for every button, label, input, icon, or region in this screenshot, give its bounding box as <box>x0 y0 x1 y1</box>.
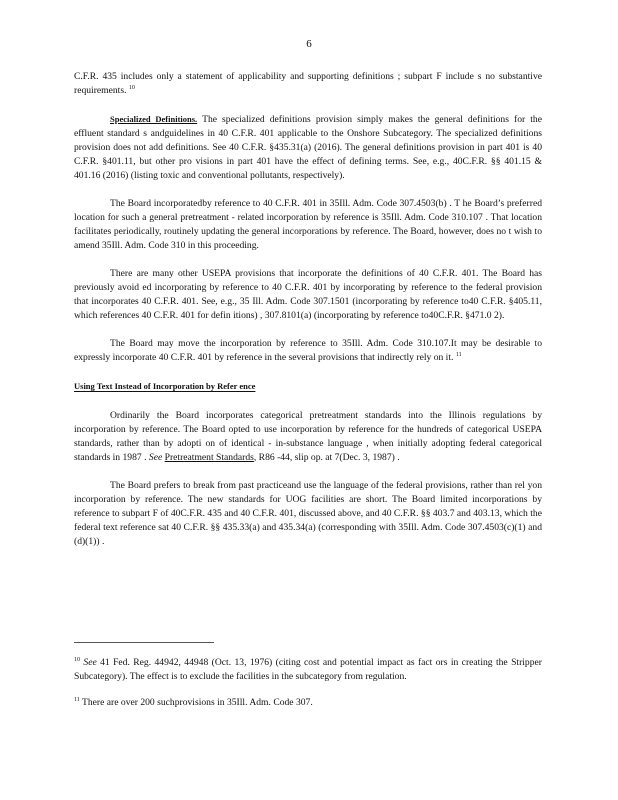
footnotes <box>74 656 542 722</box>
page-number: 6 <box>306 38 312 50</box>
section-heading: Using Text Instead of Incorporation by Refer ence <box>74 381 256 391</box>
signal-see: See <box>148 452 163 463</box>
footnote-10 <box>74 656 542 684</box>
paragraph-text: There are many other USEPA provisions that incorporate the definitions of 40 C.F.R. 401. The Board has previously avoid ed incorporating by reference to 40 C.F.R. 401 by incorporating by reference to the federal provision that incorporates 40 C.F.R. 401. See, e.g., 35 Ill. Adm. Code 307.1501 (incorporating by reference to40 C.F.R. §405.11, which references 40 C.F.R. 401 for defin itions) , 307.8101(a) (incorporating by reference to40C.F.R. §471.0 2). <box>74 268 542 321</box>
paragraph-move-incorporation <box>74 337 542 365</box>
paragraph-board-incorporated <box>74 197 542 253</box>
footnote-divider <box>74 642 214 643</box>
paragraph-ordinarily <box>74 409 542 465</box>
paragraph-text: C.F.R. 435 includes only a statement of applicability and supporting definitions ; subpart F include s no substantive requirements. <box>74 71 542 96</box>
footnote-text: 41 Fed. Reg. 44942, 44948 (Oct. 13, 1976) (citing cost and potential impact as fact ors in creating the Stripper Subcategory). The effect is to exclude the facilities in the subcategory from regulation. <box>74 657 542 682</box>
footnote-number: 10 <box>74 656 80 663</box>
paragraph-text: The specialized definitions provision simply makes the general definitions for the effluent standard s andguidelines in 40 C.F.R. 401 applicable to the Onshore Subcategory. The specialized definitions provision does not add definitions. See 40 C.F.R. §435.31(a) (2016). The general definitions provision in part 401 is 40 C.F.R. §401.11, but other pro visions in part 401 have the effect of defining terms. See, e.g., 40C.F.R. §§ 401.15 & 401.16 (2016) (listing toxic and conventional pollutants, respectively). <box>74 114 542 181</box>
run-in-heading: Specialized Definitions. <box>110 114 198 124</box>
paragraph-text: Ordinarily the Board incorporates categorical pretreatment standards into the Illinois regulations by incorporation by reference. The Board opted to use incorporation by reference for the hundreds of categorical USEPA standards, rather than by adopti on of identical - in-substance language , when initially adopting federal categorical standards in 1987 . <box>74 410 542 463</box>
footnote-number: 11 <box>74 696 80 703</box>
footnote-ref: 10 <box>128 84 135 91</box>
body-text <box>74 70 542 563</box>
paragraph-part-435-intro <box>74 70 542 98</box>
paragraph-specialized-definitions <box>74 112 542 183</box>
signal-see: See <box>83 657 97 668</box>
paragraph-board-prefers <box>74 479 542 549</box>
paragraph-text: The Board incorporatedby reference to 40 C.F.R. 401 in 35Ill. Adm. Code 307.4503(b) . T he Board’s preferred location for such a general pretreatment - related incorporation by reference is 35Ill. Adm. Code 310.107 . That location facilitates periodically, routinely updating the general incorporations by reference. The Board, however, does no t wish to amend 35Ill. Adm. Code 310 in this proceeding. <box>74 198 542 251</box>
paragraph-other-usepa-provisions <box>74 267 542 323</box>
paragraph-text: The Board prefers to break from past practiceand use the language of the federal provisions, rather than rel yon incorporation by reference. The new standards for UOG facilities are short. The Board limited incorporations by reference to subpart F of 40C.F.R. 435 and 40 C.F.R. 401, discussed above, and 40 C.F.R. §§ 403.7 and 403.13, which the federal text reference sat 40 C.F.R. §§ 435.33(a) and 435.34(a) (corresponding with 35Ill. Adm. Code 307.4503(c)(1) and (d)(1)) . <box>74 480 542 547</box>
footnote-text: There are over 200 suchprovisions in 35Ill. Adm. Code 307. <box>82 697 313 708</box>
footnote-ref: 11 <box>455 351 462 358</box>
footnote-11 <box>74 696 542 710</box>
paragraph-text: The Board may move the incorporation by reference to 35Ill. Adm. Code 310.107.It may be desirable to expressly incorporate 40 C.F.R. 401 by reference in the several provisions that indirectly rely on it. <box>74 338 542 363</box>
citation-text: , R86 -44, slip op. at 7(Dec. 3, 1987) . <box>253 452 400 463</box>
case-name: Pretreatment Standards <box>164 452 254 463</box>
